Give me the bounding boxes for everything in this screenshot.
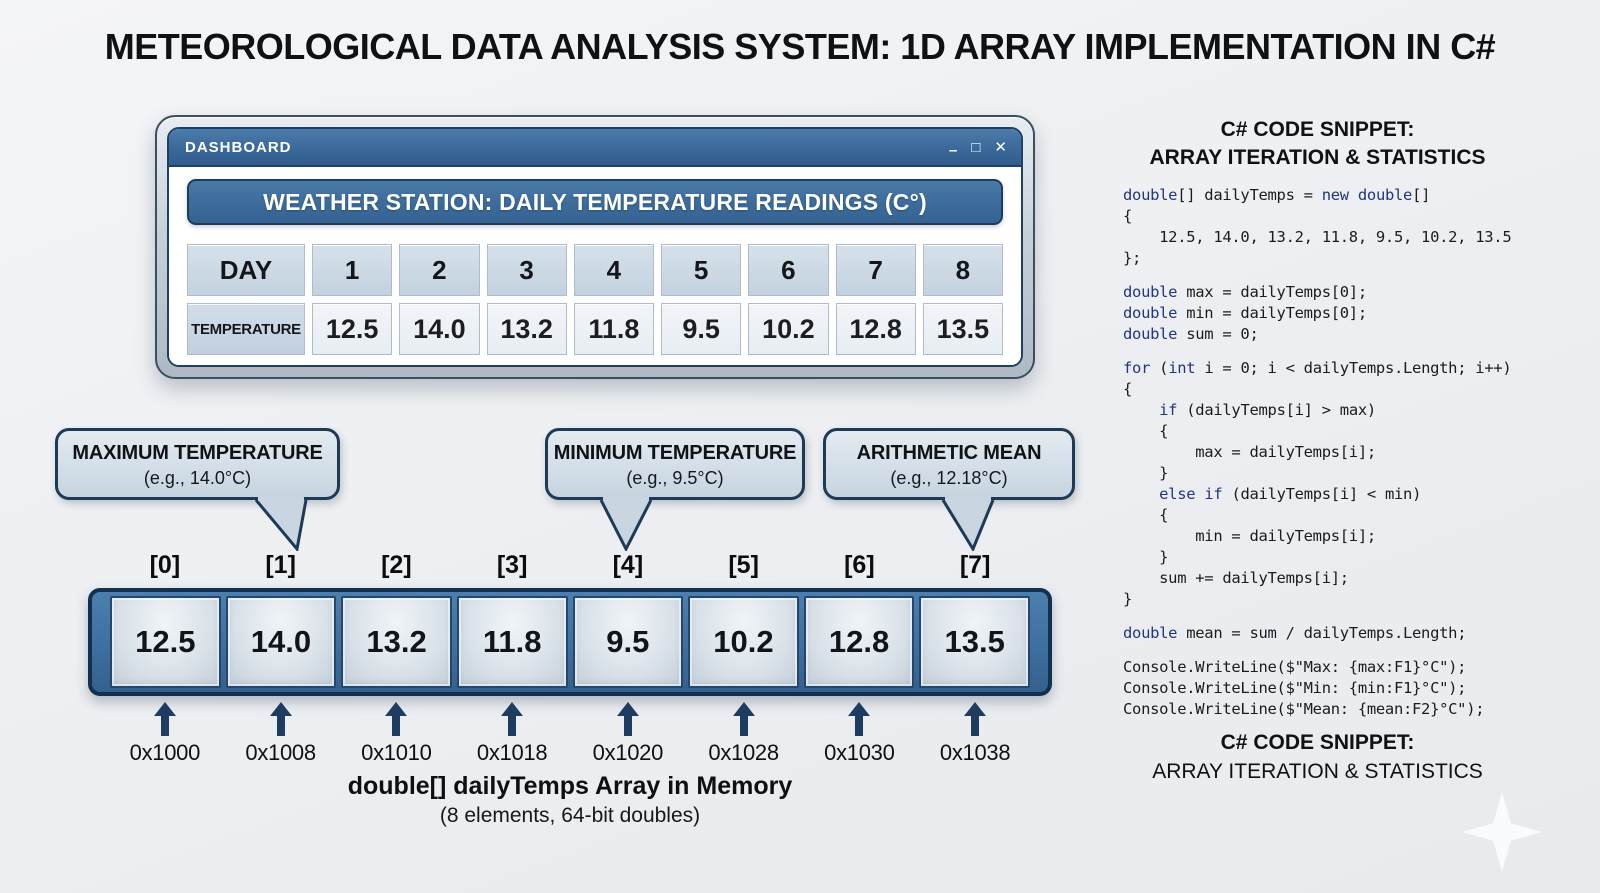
code-text: Console.WriteLine($"Min: {min:F1}°C"); [1123, 679, 1467, 697]
code-line [1123, 379, 1550, 400]
code-line [1123, 227, 1550, 248]
dashboard-window-inner [167, 127, 1023, 367]
code-keyword: double [1123, 624, 1178, 642]
memory-cell: 13.2 [341, 596, 452, 688]
code-keyword: int [1168, 359, 1196, 377]
up-arrow-icon [733, 702, 755, 736]
code-line [1123, 657, 1550, 678]
code-text: mean = sum / dailyTemps.Length; [1177, 624, 1467, 642]
callout-arithmetic-mean [823, 428, 1075, 500]
callout-tail [938, 497, 996, 551]
array-index-label: [4] [612, 551, 644, 579]
memory-arrow-row [107, 702, 1033, 736]
code-text: (dailyTemps[i] < min) [1222, 485, 1422, 503]
memory-cell: 12.5 [110, 596, 221, 688]
code-footer-line2: ARRAY ITERATION & STATISTICS [1152, 760, 1483, 783]
up-arrow-icon [617, 702, 639, 736]
dashboard-content [169, 167, 1021, 365]
code-text: min = dailyTemps[0]; [1177, 304, 1367, 322]
code-text: { [1123, 422, 1169, 440]
day-header-cell: 8 [923, 244, 1003, 296]
weather-station-banner: WEATHER STATION: DAILY TEMPERATURE READINGS (C°) [187, 179, 1003, 225]
day-header-cell: 7 [836, 244, 916, 296]
code-keyword: if [1159, 401, 1178, 419]
memory-address: 0x1018 [476, 740, 548, 765]
day-header-cell: 5 [661, 244, 741, 296]
code-line [1123, 345, 1550, 358]
code-text: min = dailyTemps[i]; [1123, 527, 1376, 545]
memory-arrow-slot [454, 702, 570, 736]
code-header-line2: ARRAY ITERATION & STATISTICS [1149, 146, 1486, 169]
code-line [1123, 463, 1550, 484]
code-line [1123, 699, 1550, 720]
memory-arrow-slot [223, 702, 339, 736]
code-line [1123, 610, 1550, 623]
up-arrow-icon [385, 702, 407, 736]
code-text: Console.WriteLine($"Mean: {mean:F2}°C"); [1123, 700, 1485, 718]
array-index-row [107, 551, 1033, 580]
temperature-row-header: TEMPERATURE [187, 303, 305, 355]
code-text: sum += dailyTemps[i]; [1123, 569, 1349, 587]
up-arrow-icon [964, 702, 986, 736]
callout-tail [253, 497, 311, 551]
day-header-cell: 3 [487, 244, 567, 296]
day-header-cell: 2 [399, 244, 479, 296]
array-index-label: [1] [265, 551, 296, 579]
array-caption: double[] dailyTemps Array in Memory [347, 772, 793, 800]
code-keyword: double [1123, 325, 1178, 343]
dashboard-window [155, 115, 1035, 379]
code-text: }; [1123, 249, 1142, 267]
array-caption-sub: (8 elements, 64-bit doubles) [439, 804, 701, 827]
code-text: max = dailyTemps[i]; [1123, 443, 1376, 461]
code-text: } [1123, 464, 1169, 482]
code-keyword: double [1123, 304, 1178, 322]
dashboard-title: DASHBOARD [185, 138, 292, 156]
callout-tail [596, 497, 654, 551]
memory-arrow-slot [686, 702, 802, 736]
callout-maximum-temperature [55, 428, 340, 500]
up-arrow-icon [270, 702, 292, 736]
code-keyword: for [1123, 359, 1151, 377]
code-text: max = dailyTemps[0]; [1177, 283, 1367, 301]
code-text: [] [1412, 186, 1431, 204]
memory-cell: 12.8 [804, 596, 915, 688]
up-arrow-icon [154, 702, 176, 736]
memory-cell: 13.5 [919, 596, 1030, 688]
code-text: 12.5, 14.0, 13.2, 11.8, 9.5, 10.2, 13.5 [1123, 228, 1512, 246]
temperature-value-cell: 13.5 [923, 303, 1003, 355]
maximize-icon[interactable]: □ [971, 138, 981, 156]
memory-address: 0x1010 [361, 740, 432, 765]
day-header-cell: 6 [748, 244, 828, 296]
code-line [1123, 324, 1550, 345]
code-text: { [1123, 207, 1133, 225]
dashboard-titlebar [169, 129, 1021, 167]
code-text: Console.WriteLine($"Max: {max:F1}°C"); [1123, 658, 1467, 676]
day-header-cell: 1 [312, 244, 392, 296]
memory-arrow-slot [917, 702, 1033, 736]
page-title: METEOROLOGICAL DATA ANALYSIS SYSTEM: 1D ARRAY IMPLEMENTATION IN C# [104, 26, 1496, 67]
code-text: [] dailyTemps = [1177, 186, 1322, 204]
callout-minimum-temperature [545, 428, 805, 500]
up-arrow-icon [848, 702, 870, 736]
code-panel [1085, 116, 1550, 786]
array-index-label: [2] [381, 551, 412, 579]
callout-title: MINIMUM TEMPERATURE [553, 441, 797, 464]
code-header [1085, 116, 1550, 172]
temperature-value-cell: 12.8 [836, 303, 916, 355]
code-keyword: if [1204, 485, 1223, 503]
code-line [1123, 623, 1550, 644]
code-block [1085, 185, 1550, 720]
code-line [1123, 248, 1550, 269]
code-line [1123, 206, 1550, 227]
code-text: i = 0; i < dailyTemps.Length; i++) [1195, 359, 1512, 377]
code-line [1123, 282, 1550, 303]
memory-address: 0x1000 [129, 740, 201, 765]
code-text: ( [1150, 359, 1169, 377]
code-keyword: double [1123, 283, 1178, 301]
code-text [1349, 186, 1358, 204]
minimize-icon[interactable]: – [949, 141, 958, 159]
code-line [1123, 678, 1550, 699]
code-text: } [1123, 548, 1169, 566]
code-text: sum = 0; [1177, 325, 1259, 343]
memory-arrow-slot [339, 702, 455, 736]
up-arrow-icon [501, 702, 523, 736]
array-index-label: [0] [149, 551, 181, 579]
callout-example: (e.g., 12.18°C) [890, 467, 1008, 488]
memory-cell: 10.2 [688, 596, 799, 688]
code-line [1123, 303, 1550, 324]
close-icon[interactable]: ✕ [994, 138, 1007, 156]
memory-cell: 14.0 [226, 596, 337, 688]
temperature-value-cell: 9.5 [661, 303, 741, 355]
memory-address: 0x1020 [592, 740, 664, 765]
code-text [1123, 401, 1159, 419]
callout-title: MAXIMUM TEMPERATURE [72, 441, 323, 464]
code-footer-line1: C# CODE SNIPPET: [1220, 731, 1415, 754]
code-line [1123, 568, 1550, 589]
memory-cell: 11.8 [457, 596, 568, 688]
code-line [1123, 547, 1550, 568]
memory-address: 0x1038 [939, 740, 1011, 765]
memory-arrow-slot [802, 702, 918, 736]
sparkle-icon [1462, 792, 1542, 872]
code-text: { [1123, 506, 1169, 524]
temperature-value-cell: 14.0 [399, 303, 479, 355]
temperature-table [187, 244, 1003, 355]
code-text: } [1123, 590, 1133, 608]
memory-arrow-slot [107, 702, 223, 736]
code-text [1195, 485, 1204, 503]
code-keyword: double [1357, 186, 1413, 204]
memory-address: 0x1008 [245, 740, 316, 765]
memory-arrow-slot [570, 702, 686, 736]
callout-example: (e.g., 14.0°C) [143, 467, 252, 488]
code-line [1123, 400, 1550, 421]
array-index-label: [6] [844, 551, 875, 579]
code-line [1123, 421, 1550, 442]
code-text [1123, 485, 1159, 503]
window-controls [949, 138, 1007, 159]
temperature-value-cell: 13.2 [487, 303, 567, 355]
code-header-line1: C# CODE SNIPPET: [1220, 118, 1415, 141]
code-line [1123, 484, 1550, 505]
callout-example: (e.g., 9.5°C) [626, 467, 724, 488]
temperature-value-cell: 10.2 [748, 303, 828, 355]
code-footer [1085, 729, 1550, 786]
temperature-value-cell: 11.8 [574, 303, 654, 355]
code-text: (dailyTemps[i] > max) [1177, 401, 1376, 419]
memory-address: 0x1028 [708, 740, 779, 765]
code-keyword: double [1123, 186, 1178, 204]
memory-array-bar [88, 588, 1052, 696]
memory-address-row [107, 740, 1033, 766]
day-row-header: DAY [187, 244, 305, 296]
code-keyword: new [1321, 186, 1349, 204]
code-line [1123, 269, 1550, 282]
day-header-cell: 4 [574, 244, 654, 296]
code-keyword: else [1159, 485, 1196, 503]
code-line [1123, 358, 1550, 379]
code-line [1123, 589, 1550, 610]
array-index-label: [7] [959, 551, 991, 579]
code-line [1123, 644, 1550, 657]
callout-title: ARITHMETIC MEAN [856, 441, 1042, 464]
memory-cell: 9.5 [573, 596, 684, 688]
code-line [1123, 505, 1550, 526]
array-index-label: [3] [496, 551, 528, 579]
code-line [1123, 526, 1550, 547]
array-index-label: [5] [728, 551, 759, 579]
code-line [1123, 185, 1550, 206]
memory-address: 0x1030 [824, 740, 895, 765]
temperature-value-cell: 12.5 [312, 303, 392, 355]
code-text: { [1123, 380, 1133, 398]
code-line [1123, 442, 1550, 463]
